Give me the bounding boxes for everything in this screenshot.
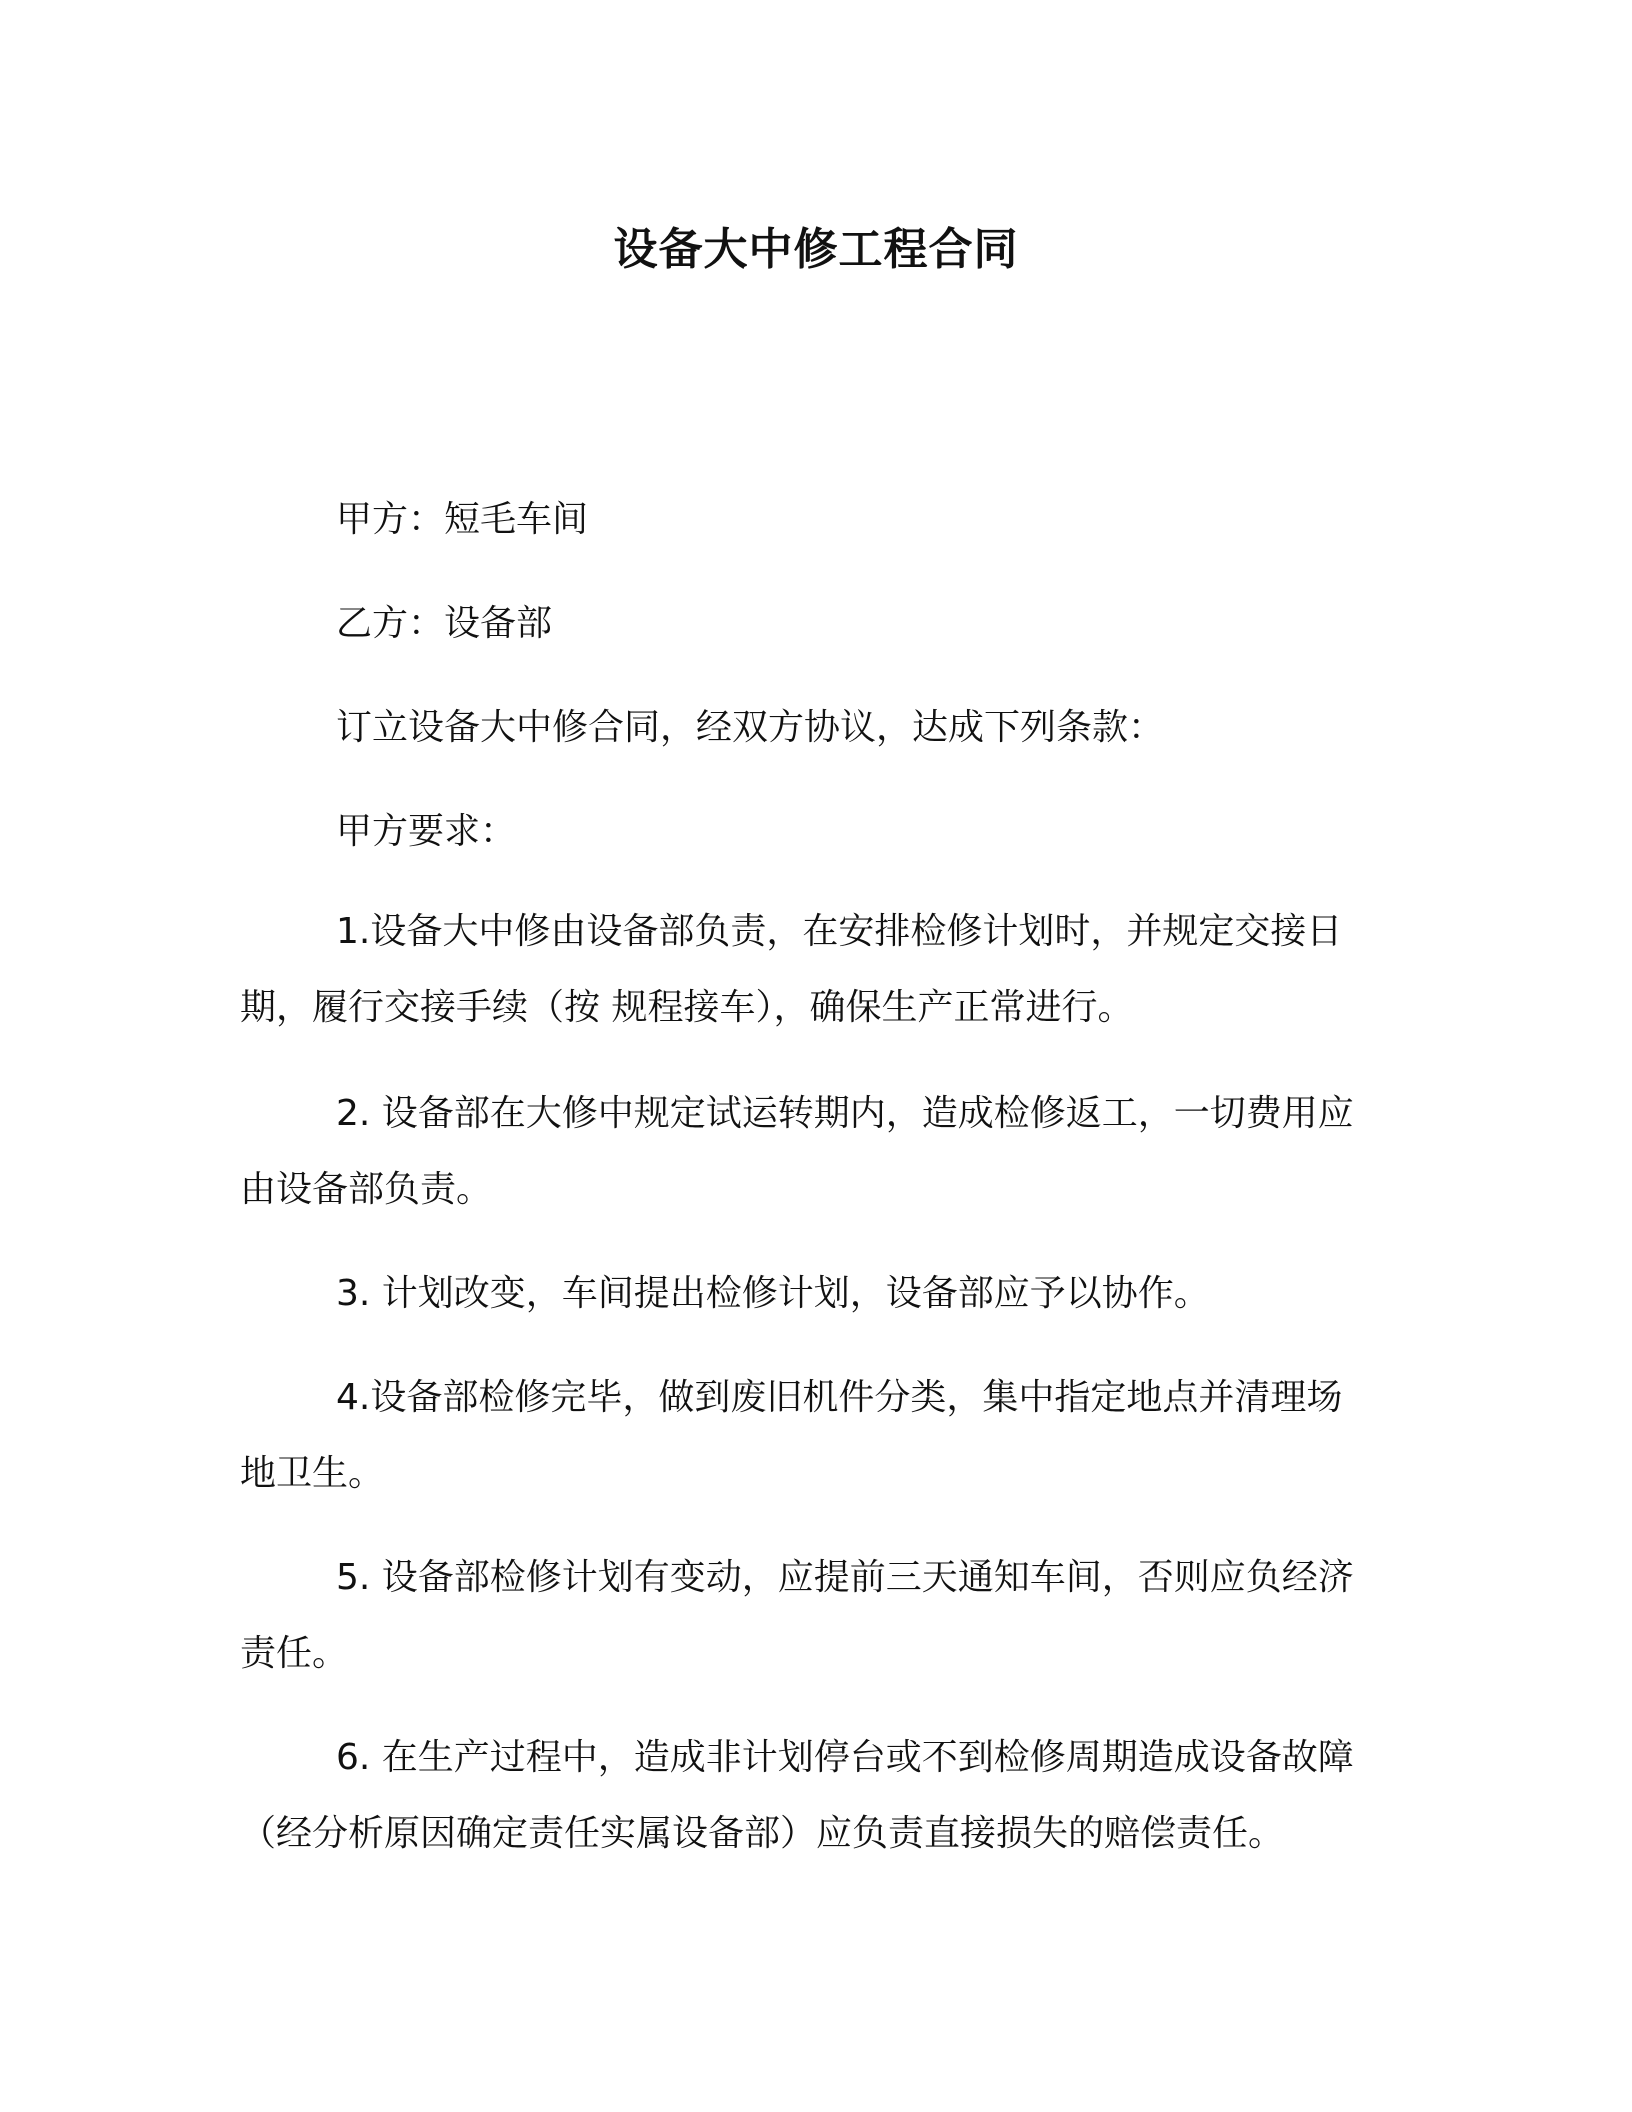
clause-1-line-1: 1.设备大中修由设备部负责，在安排检修计划时，并规定交接日 bbox=[336, 911, 1343, 952]
clause-5-line-1: 5. 设备部检修计划有变动，应提前三天通知车间，否则应负经济 bbox=[336, 1557, 1354, 1598]
clause-6-line-1: 6. 在生产过程中，造成非计划停台或不到检修周期造成设备故障 bbox=[336, 1737, 1354, 1778]
clause-5-line-2: 责任。 bbox=[240, 1633, 349, 1674]
clause-3-line-1: 3. 计划改变，车间提出检修计划，设备部应予以协作。 bbox=[336, 1273, 1210, 1314]
clause-4-line-1: 4.设备部检修完毕，做到废旧机件分类，集中指定地点并清理场 bbox=[336, 1377, 1343, 1418]
clause-4-line-2: 地卫生。 bbox=[240, 1453, 385, 1494]
document-title: 设备大中修工程合同 bbox=[613, 224, 1019, 275]
party-b-line: 乙方：设备部 bbox=[336, 603, 553, 644]
clause-6-line-2: （经分析原因确定责任实属设备部）应负责直接损失的赔偿责任。 bbox=[240, 1813, 1285, 1854]
requirements-heading: 甲方要求： bbox=[336, 811, 517, 852]
clause-2-line-1: 2. 设备部在大修中规定试运转期内，造成检修返工，一切费用应 bbox=[336, 1093, 1354, 1134]
clause-1-line-2: 期，履行交接手续（按 规程接车），确保生产正常进行。 bbox=[240, 987, 1134, 1028]
party-a-line: 甲方：短毛车间 bbox=[336, 499, 589, 540]
preamble-line: 订立设备大中修合同，经双方协议，达成下列条款： bbox=[336, 707, 1165, 748]
clause-2-line-2: 由设备部负责。 bbox=[240, 1169, 493, 1210]
